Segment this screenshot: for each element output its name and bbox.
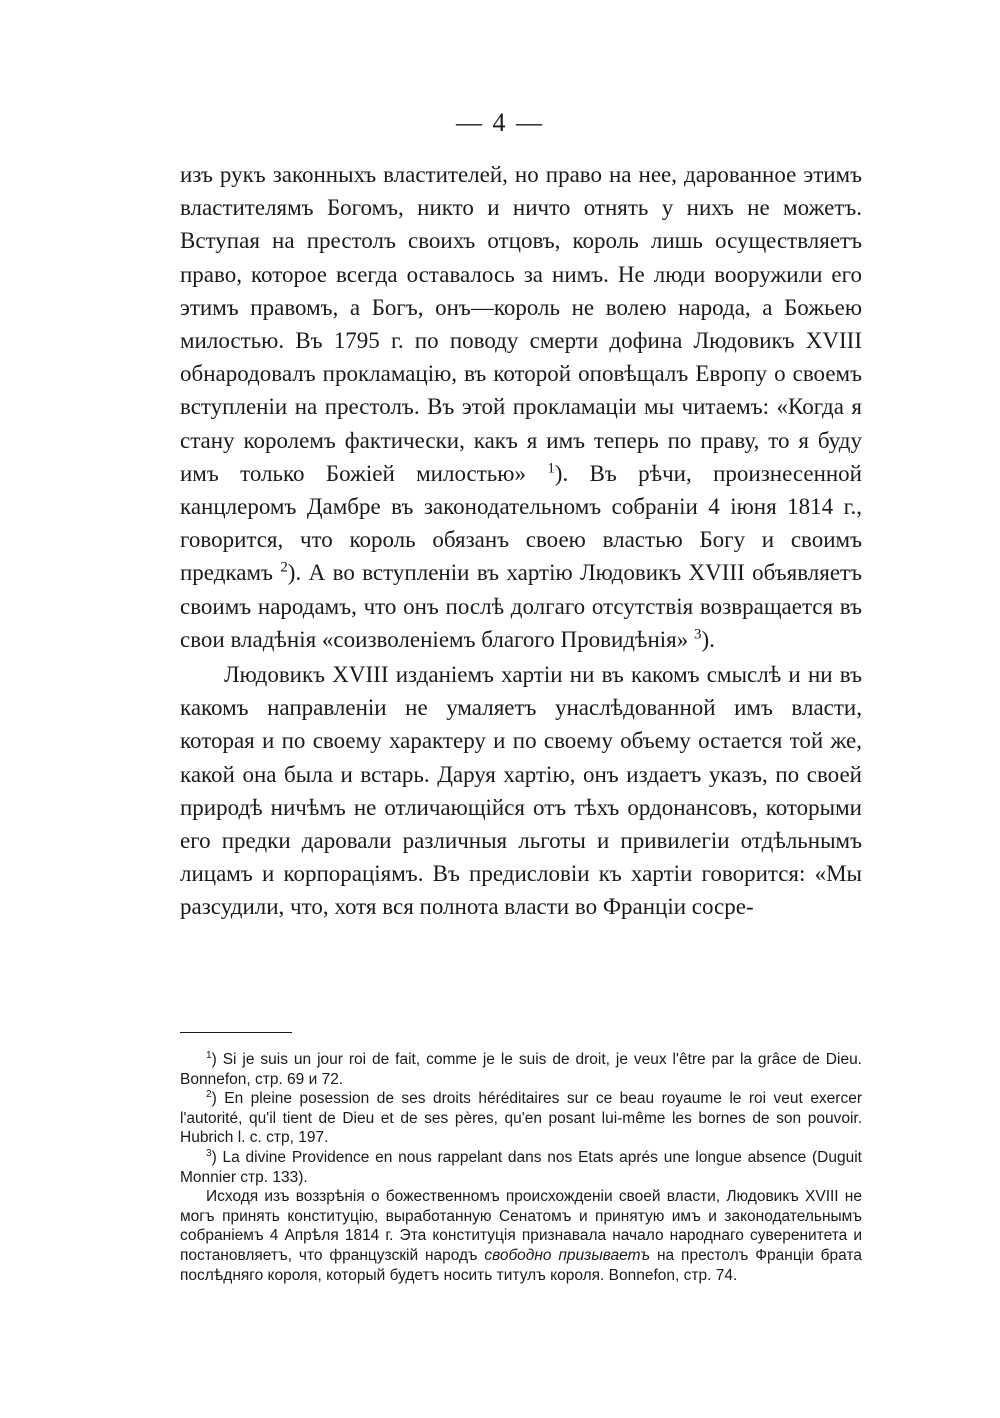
footnote-3-cont-a: Исходя изъ воззрѣнія о божественномъ происхожденіи своей власти, Людовикъ XVIII не могъ принять конституцію, выработанную Сенатомъ и принятую имъ и законодательнымъ собраніемъ 4 Апрѣля 1814 г. Эта конституція признавала начало народнаго суверенитета и постановляетъ, что французскій народъ bbox=[180, 1188, 862, 1264]
footnote-1-text: ) Si je suis un jour roi de fait, comme je le suis de droit, je veux l'être par la grâce de Dieu. Bonnefon, стр. 69 и 72. bbox=[180, 1051, 862, 1088]
footnote-ref-2: 2 bbox=[280, 559, 288, 576]
main-text bbox=[180, 158, 862, 924]
paragraph-1-part-a: изъ рукъ законныхъ властителей, но право на нее, дарованное этимъ властителямъ Богомъ, никто и ничто отнять у нихъ не можетъ. Вступая на престолъ своихъ отцовъ, король лишь осуществляетъ право, которое всегда оставалось за нимъ. Не люди вооружили его этимъ правомъ, а Богъ, онъ—король не волею народа, а Божьею милостью. Въ 1795 г. по поводу смерти дофина Людовикъ XVIII обнародовалъ прокламацію, въ которой оповѣщалъ Европу о своемъ вступленіи на престолъ. Въ этой прокламаціи мы читаемъ: «Когда я стану королемъ фактически, какъ я имъ теперь по праву, то я буду имъ только Божіей милостью» bbox=[180, 162, 862, 486]
paragraph-2: Людовикъ XVIII изданіемъ хартіи ни въ какомъ смыслѣ и ни въ какомъ направленіи не умаляетъ унаслѣдованной имъ власти, которая и по своему характеру и по своему объему остается той же, какой она была и встарь. Даруя хартію, онъ издаетъ указъ, по своей природѣ ничѣмъ не отличающійся отъ тѣхъ ордонансовъ, которыми его предки даровали различныя льготы и привилегіи отдѣльнымъ лицамъ и корпораціямъ. Въ предисловіи къ хартіи говорится: «Мы разсудили, что, хотя вся полнота власти во Франціи сосре- bbox=[180, 662, 862, 920]
footnote-2 bbox=[180, 1089, 862, 1148]
footnote-ref-1: 1 bbox=[547, 460, 555, 477]
footnote-ref-3: 3 bbox=[694, 626, 702, 643]
page-number: — 4 — bbox=[456, 108, 544, 137]
footnote-3-cont-b: на престолъ Франціи брата послѣдняго короля, который будетъ носить титулъ короля. Bonnefon, стр. 74. bbox=[180, 1246, 862, 1284]
footnote-3-emphasis: свободно призываетъ bbox=[484, 1246, 651, 1264]
footnote-2-text: ) En pleine posession de ses droits héréditaires sur ce beau royaume le roi veut exercer l'autorité, qu'il tient de Dieu et de ses pères, qu'en posant lui-même les bornes de son pouvoir. Hubrich l. c. стр, 197. bbox=[180, 1090, 862, 1147]
footnote-3-mark: 3 bbox=[206, 1147, 212, 1159]
paragraph-1 bbox=[180, 158, 862, 656]
footnote-2-mark: 2 bbox=[206, 1089, 212, 1101]
paragraph-1-part-b: ). Въ рѣчи, произнесенной канцлеромъ Дамбре въ законодательномъ собраніи 4 іюня 1814 г., говорится, что король обязанъ своею властью Богу и своимъ предкамъ bbox=[180, 460, 862, 586]
footnote-divider bbox=[180, 1032, 292, 1033]
footnotes bbox=[180, 1050, 862, 1285]
footnote-1-mark: 1 bbox=[206, 1049, 212, 1061]
footnote-3-text: ) La divine Providence en nous rappelant dans nos Etats aprés une longue absence (Duguit Monnier стр. 133). bbox=[180, 1148, 862, 1186]
footnote-3-continuation bbox=[180, 1187, 862, 1285]
paragraph-1-part-d: ). bbox=[701, 626, 715, 652]
footnote-3 bbox=[180, 1148, 862, 1187]
footnote-1 bbox=[180, 1050, 862, 1089]
paragraph-1-part-c: ). А во вступленіи въ хартію Людовикъ XVIII объявляетъ своимъ народамъ, что онъ послѣ долгаго отсутствія возвращается въ свои владѣнія «соизволеніемъ благого Провидѣнія» bbox=[180, 560, 863, 652]
